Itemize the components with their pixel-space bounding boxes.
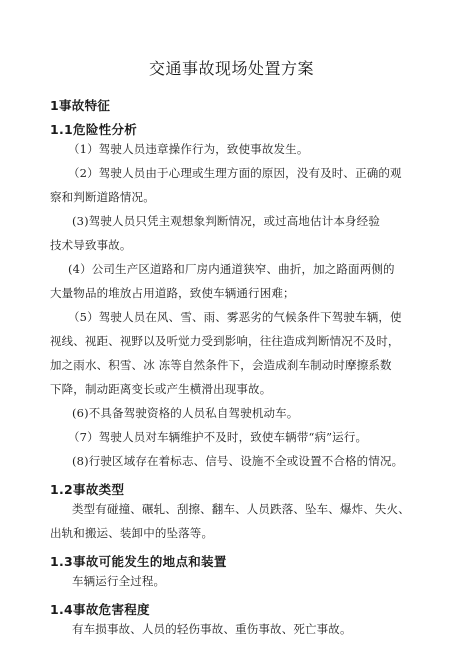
section-heading-1-4: 1.4事故危害程度 bbox=[50, 602, 150, 617]
paragraph-line: 类型有碰撞、碾轧、刮擦、翻车、人员跌落、坠车、爆炸、失火、 bbox=[72, 502, 410, 516]
section-heading-1-3: 1.3事故可能发生的地点和装置 bbox=[50, 554, 227, 569]
paragraph-line: 有车损事故、人员的轻伤事故、重伤事故、死亡事故。 bbox=[72, 622, 352, 636]
paragraph-line: (3)驾驶人员只凭主观想象判断情况，或过高地估计本身经验 bbox=[72, 214, 380, 228]
paragraph-line: 视线、视距、视野以及听觉力受到影响，往往造成判断情况不及时， bbox=[50, 334, 400, 348]
paragraph-line: （1）驾驶人员违章操作行为，致使事故发生。 bbox=[68, 142, 309, 156]
paragraph-line: （7）驾驶人员对车辆维护不及时，致使车辆带“病”运行。 bbox=[68, 430, 368, 444]
paragraph-line: 下降，制动距离变长或产生横滑出现事故。 bbox=[50, 382, 272, 396]
section-heading-1-1: 1.1危险性分析 bbox=[50, 122, 138, 137]
paragraph-line: (6)不具备驾驶资格的人员私自驾驶机动车。 bbox=[72, 406, 299, 420]
paragraph-line: （5）驾驶人员在风、雪、雨、雾恶劣的气候条件下驾驶车辆，使 bbox=[68, 310, 402, 324]
paragraph-line: 加之雨水、积雪、冰 冻等自然条件下，会造成刹车制动时摩擦系数 bbox=[50, 358, 392, 372]
paragraph-line: 大量物品的堆放占用道路，致使车辆通行困难； bbox=[50, 286, 295, 300]
paragraph-line: 车辆运行全过程。 bbox=[72, 574, 166, 588]
paragraph-line: 察和判断道路情况。 bbox=[50, 190, 155, 204]
paragraph-line: 出轨和搬运、装卸中的坠落等。 bbox=[50, 526, 214, 540]
section-heading-1: 1事故特征 bbox=[50, 98, 111, 113]
section-heading-1-2: 1.2事故类型 bbox=[50, 482, 125, 497]
paragraph-line: （2）驾驶人员由于心理或生理方面的原因，没有及时、正确的观 bbox=[68, 166, 402, 180]
paragraph-line: 技术导致事故。 bbox=[50, 238, 132, 252]
paragraph-line: (8)行驶区域存在着标志、信号、设施不全或设置不合格的情况。 bbox=[72, 454, 404, 468]
document-title: 交通事故现场处置方案 bbox=[148, 59, 314, 78]
paragraph-line: (4）公司生产区道路和厂房内通道狭窄、曲折，加之路面两侧的 bbox=[68, 262, 395, 276]
